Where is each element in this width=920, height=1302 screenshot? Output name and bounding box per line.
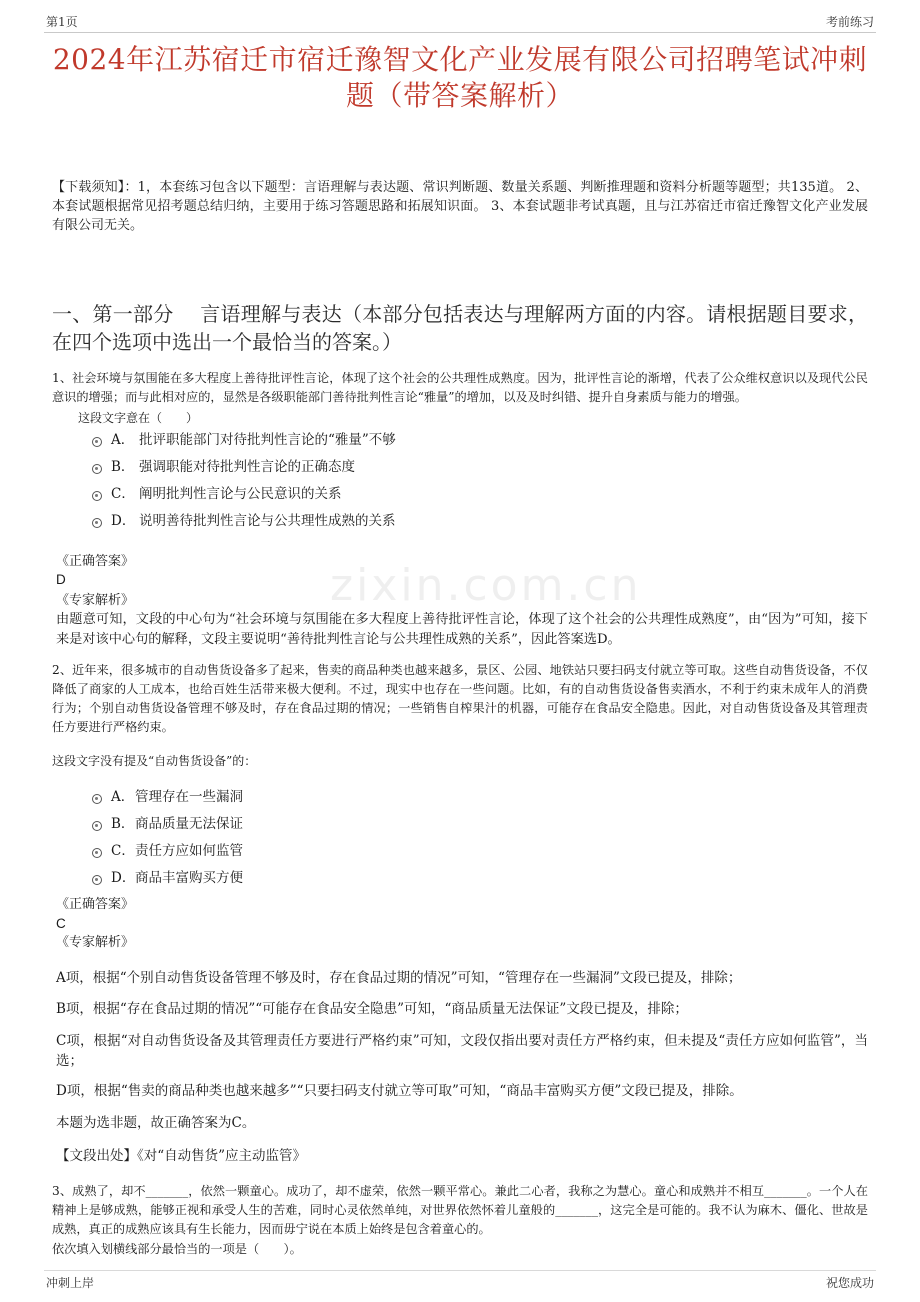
- question-2-option-a[interactable]: [92, 786, 243, 808]
- option-text: 管理存在一些漏洞: [135, 789, 243, 805]
- question-2-answer: C: [56, 916, 66, 931]
- radio-icon[interactable]: [92, 464, 102, 474]
- question-2-analysis-label: 《专家解析》: [56, 935, 135, 950]
- question-2-option-d[interactable]: [92, 867, 243, 889]
- option-letter: C．: [111, 843, 135, 859]
- download-notice: 【下载须知】：1，本套练习包含以下题型：言语理解与表达题、常识判断题、数量关系题、判断推理题和资料分析题等题型；共135道。 2、本套试题根据常见招考题总结归纳，主要用于练习答题思路和拓展知识面。 3、本套试题非考试真题，且与江苏宿迁市宿迁豫智文化产业发展有限公司无关。: [52, 180, 868, 233]
- question-2-stem: 2、近年来，很多城市的自动售货设备多了起来，售卖的商品种类也越来越多，景区、公园、地铁站只要扫码支付就立等可取。这些自动售货设备，不仅降低了商家的人工成本，也给百姓生活带来极大便利。不过，现实中也存在一些问题。比如，有的自动售货设备售卖酒水，不利于约束未成年人的消费行为；个别自动售货设备管理不够及时，存在食品过期的情况；一些销售自榨果汁的机器，可能存在食品安全隐患。因此，对自动售货设备及其管理责任方要进行严格约束。: [52, 663, 868, 734]
- question-1-option-c[interactable]: [92, 483, 342, 505]
- radio-icon[interactable]: [92, 437, 102, 447]
- page-number: 第1页: [46, 15, 78, 29]
- radio-icon[interactable]: [92, 794, 102, 804]
- question-2-option-b[interactable]: [92, 813, 243, 835]
- document-title: 2024年江苏宿迁市宿迁豫智文化产业发展有限公司招聘笔试冲刺题（带答案解析）: [52, 43, 868, 112]
- question-2-analysis-b: B项，根据“存在食品过期的情况”“可能存在食品安全隐患”可知，“商品质量无法保证”文段已提及，排除；: [56, 1001, 688, 1017]
- header-right-text: 考前练习: [825, 15, 874, 29]
- option-text: 阐明批判性言论与公民意识的关系: [139, 486, 342, 502]
- radio-icon[interactable]: [92, 491, 102, 501]
- question-2-analysis-d: D项，根据“售卖的商品种类也越来越多”“只要扫码支付就立等可取”可知，“商品丰富购买方便”文段已提及，排除。: [56, 1083, 743, 1099]
- option-letter: C．: [111, 486, 135, 502]
- option-letter: D．: [111, 513, 136, 529]
- radio-icon[interactable]: [92, 848, 102, 858]
- page-header: [44, 10, 876, 33]
- option-letter: D．: [111, 870, 136, 886]
- radio-icon[interactable]: [92, 821, 102, 831]
- option-letter: A．: [111, 432, 135, 448]
- option-text: 批评职能部门对待批判性言论的“雅量”不够: [139, 432, 396, 448]
- question-1-option-d[interactable]: [92, 510, 396, 532]
- option-text: 责任方应如何监管: [135, 843, 243, 859]
- section-heading: 一、第一部分 言语理解与表达（本部分包括表达与理解两方面的内容。请根据题目要求，在四个选项中选出一个最恰当的答案。）: [52, 302, 868, 354]
- option-text: 说明善待批判性言论与公共理性成熟的关系: [139, 513, 396, 529]
- question-1-analysis-label: 《专家解析》: [56, 593, 135, 608]
- option-text: 强调职能对待批判性言论的正确态度: [139, 459, 355, 475]
- question-1-analysis: 由题意可知，文段的中心句为“社会环境与氛围能在多大程度上善待批评性言论，体现了这个社会的公共理性成熟度”，由“因为”可知，接下来是对该中心句的解释，文段主要说明“善待批判性言论与公共理性成熟的关系”，因此答案选D。: [56, 612, 868, 647]
- page-footer: [44, 1270, 876, 1291]
- question-2-prompt: 这段文字没有提及“自动售货设备”的：: [52, 754, 257, 768]
- option-letter: B．: [111, 816, 135, 832]
- question-1-prompt: 这段文字意在（ ）: [78, 411, 199, 425]
- question-2-option-c[interactable]: [92, 840, 243, 862]
- question-2-conclusion: 本题为选非题，故正确答案为C。: [56, 1115, 256, 1131]
- question-1-option-b[interactable]: [92, 456, 355, 478]
- option-letter: B．: [111, 459, 135, 475]
- radio-icon[interactable]: [92, 518, 102, 528]
- question-2-analysis-a: A项，根据“个别自动售货设备管理不够及时，存在食品过期的情况”可知，“管理存在一些漏洞”文段已提及，排除；: [56, 970, 742, 986]
- question-2-source: 【文段出处】《对“自动售货”应主动监管》: [56, 1148, 307, 1164]
- watermark: zixin.com.cn: [330, 560, 642, 611]
- question-1-answer-label: 《正确答案》: [56, 554, 135, 569]
- radio-icon[interactable]: [92, 875, 102, 885]
- option-text: 商品质量无法保证: [135, 816, 243, 832]
- question-1-answer: D: [56, 572, 66, 587]
- question-2-answer-label: 《正确答案》: [56, 897, 135, 912]
- option-text: 商品丰富购买方便: [135, 870, 243, 886]
- option-letter: A．: [111, 789, 135, 805]
- question-1-option-a[interactable]: [92, 429, 396, 451]
- question-2-analysis-c: C项，根据“对自动售货设备及其管理责任方要进行严格约束”可知，文段仅指出要对责任方严格约束，但未提及“责任方应如何监管”，当选；: [56, 1033, 868, 1069]
- footer-right-text: 祝您成功: [825, 1276, 874, 1290]
- question-3-stem: 3、成熟了，却不_______，依然一颗童心。成功了，却不虚荣，依然一颗平常心。兼此二心者，我称之为慧心。童心和成熟并不相互_______。一个人在精神上是够成熟，能够正视和承受人生的苦难，同时心灵依然单纯，对世界依然怀着儿童般的_______，这完全是可能的。我不认为麻木、僵化、世故是成熟，真正的成熟应该具有生长能力，因而毋宁说在本质上始终是包含着童心的。: [52, 1184, 868, 1236]
- question-1-stem: 1、社会环境与氛围能在多大程度上善待批评性言论，体现了这个社会的公共理性成熟度。因为，批评性言论的渐增，代表了公众维权意识以及现代公民意识的增强；而与此相对应的，显然是各级职能部门善待批判性言论“雅量”的增加，以及及时纠错、提升自身素质与能力的增强。: [52, 371, 868, 404]
- question-3-prompt: 依次填入划横线部分最恰当的一项是（ ）。: [52, 1242, 302, 1256]
- footer-left-text: 冲刺上岸: [46, 1276, 95, 1290]
